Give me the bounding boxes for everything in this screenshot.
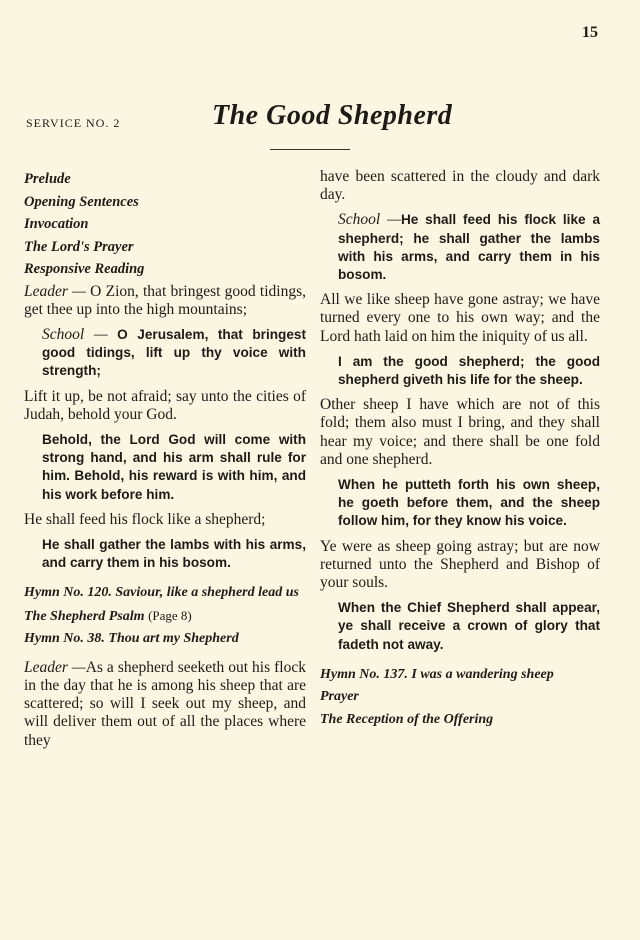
leader-reading: Lift it up, be not afraid; say unto the cities of Judah, behold your God. [24, 387, 306, 423]
order-of-service [24, 168, 306, 281]
offering: The Reception of the Offering [320, 711, 494, 727]
left-column [24, 168, 306, 757]
leader-reading: He shall feed his flock like a shepherd; [24, 510, 266, 528]
hymn-120: Hymn No. 120. Saviour, like a shepherd lead us [24, 585, 299, 601]
leader-label: Leader — [24, 658, 86, 676]
leader-reading: All we like sheep have gone astray; we have turned every one to his own way; and the Lord hath laid on him the iniquity of us all. [320, 291, 600, 345]
order-item-lords-prayer: The Lord's Prayer [24, 238, 134, 255]
leader-text: As a shepherd seeketh out his flock in the day that he is among his sheep that are scattered; so will I seek out my sheep, and will deliver them out of all the places where they [24, 658, 306, 749]
school-response: When he putteth forth his own sheep, he goeth before them, and the sheep follow him, for they know his voice. [338, 477, 600, 529]
psalm-page-ref: (Page 8) [148, 607, 192, 623]
prayer: Prayer [320, 689, 359, 705]
page-title: The Good Shepherd [212, 100, 453, 131]
leader-reading [24, 283, 306, 319]
school-label: School — [42, 325, 108, 343]
order-item-opening-sentences: Opening Sentences [24, 193, 139, 210]
leader-reading: Ye were as sheep going astray; but are now returned unto the Shepherd and Bishop of your souls. [320, 537, 600, 592]
leader-reading: have been scattered in the cloudy and dark day. [320, 168, 600, 204]
school-response: Behold, the Lord God will come with strong hand, and his arm shall rule for him. Behold, his reward is with him, and his work before him. [42, 431, 306, 502]
school-response [42, 326, 306, 381]
leader-reading [24, 659, 306, 750]
order-item-invocation: Invocation [24, 216, 89, 232]
hymn-38: Hymn No. 38. Thou art my Shepherd [24, 631, 239, 647]
school-response: I am the good shepherd; the good shepherd giveth his life for the sheep. [338, 353, 600, 388]
order-item-responsive-reading: Responsive Reading [24, 261, 145, 277]
hymn-137: Hymn No. 137. I was a wandering sheep [320, 666, 554, 682]
shepherd-psalm: The Shepherd Psalm (Page 8) [24, 607, 192, 624]
title-divider [270, 149, 350, 150]
page-number: 15 [582, 24, 598, 41]
order-item-prelude: Prelude [24, 171, 71, 187]
leader-text: O Zion, that bringest good tidings, get thee up into the high mountains; [24, 282, 306, 318]
school-response: He shall gather the lambs with his arms, and carry them in his bosom. [42, 536, 306, 571]
school-response [338, 211, 600, 284]
school-label: School — [338, 211, 401, 229]
leader-reading: Other sheep I have which are not of this fold; them also must I bring, and they shall hear my voice; and there shall be one fold and one shepherd. [320, 396, 600, 468]
school-text: O Jerusalem, that bringest good tidings, lift up thy voice with strength; [42, 326, 306, 379]
school-text: He shall feed his flock like a shepherd; he shall gather the lambs with his arms, and carry them in his bosom. [338, 212, 601, 283]
school-response: When the Chief Shepherd shall appear, ye shall receive a crown of glory that fadeth not away. [338, 600, 600, 652]
service-label: SERVICE NO. 2 [26, 116, 121, 130]
leader-label: Leader — [24, 282, 86, 300]
right-column [320, 168, 600, 733]
